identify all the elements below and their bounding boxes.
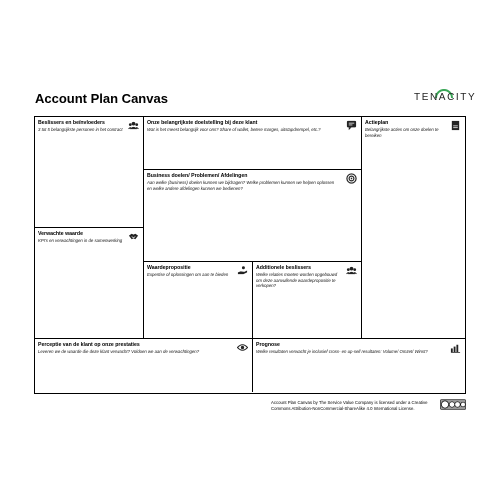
block-decision-makers[interactable] — [35, 117, 143, 227]
block-expected-value[interactable] — [35, 227, 143, 338]
eye-icon — [237, 342, 248, 353]
block-title: Onze belangrijkste doelstelling bij deze klant — [147, 120, 258, 126]
block-title: Perceptie van de klant op onze prestaties — [38, 342, 140, 348]
bar-chart-icon — [450, 342, 461, 353]
block-client-objective[interactable] — [143, 117, 361, 169]
tenacity-logo: TENACITY — [414, 92, 477, 103]
block-title: Verwachte waarde — [38, 231, 83, 237]
block-business-goals[interactable] — [143, 169, 361, 261]
block-title: Additionele beslissers — [256, 265, 312, 271]
people-group-icon — [128, 120, 139, 131]
license-text: Account Plan Canvas by The Service Value Company is licensed under a Creative Commons Attribution-NonCommercial-ShareAlike 4.0 International License. — [271, 400, 428, 411]
block-additional-decision-makers[interactable] — [252, 261, 361, 338]
canvas-board — [34, 116, 466, 394]
block-title: Actieplan — [365, 120, 389, 126]
hand-offer-icon — [237, 265, 248, 276]
handshake-icon — [128, 231, 139, 242]
block-subtitle: 3 tot 5 belangrijkste personen in het contract — [38, 127, 123, 132]
block-title: Beslissers en beïnvloeders — [38, 120, 105, 126]
block-subtitle: Welke resultaten verwacht je inclusief cross- en up-sell resultaten: Volume/ Omzet/ Winst? — [256, 349, 428, 354]
block-perception[interactable] — [35, 338, 252, 392]
block-subtitle: Wat is het meest belangrijk voor ons? Share of wallet, betere marges, uitstapdrempel, etc.? — [147, 127, 321, 132]
block-value-proposition[interactable] — [143, 261, 252, 338]
people-group-icon — [346, 265, 357, 276]
speech-bubble-icon — [346, 120, 357, 131]
block-subtitle: Leveren we de waarde die deze klant verwacht? Voldoen we aan de verwachtingen? — [38, 349, 200, 354]
block-subtitle: Welke relaties moeten worden opgebouwd om deze aanvullende waardepropositie te verkopen? — [256, 272, 338, 289]
block-title: Business doelen/ Problemen/ Afdelingen — [147, 173, 248, 179]
block-forecast[interactable] — [252, 338, 465, 392]
block-title: Prognose — [256, 342, 280, 348]
block-subtitle: KPI's en verwachtingen in de samenwerking — [38, 238, 123, 243]
page-title: Account Plan Canvas — [35, 91, 168, 106]
block-subtitle: Aan welke (business) doelen kunnen we bijdragen? Welke problemen kunnen we helpen oplossen en welke andere afdelingen kunnen we bedienen? — [147, 180, 335, 191]
block-subtitle: Belangrijkste acties om onze doelen te bereiken — [365, 127, 439, 138]
target-icon — [346, 173, 357, 184]
document-icon — [450, 120, 461, 131]
block-title: Waardepropositie — [147, 265, 191, 271]
block-action-plan[interactable] — [361, 117, 465, 338]
cc-by-nc-sa-icon[interactable] — [440, 399, 466, 410]
block-subtitle: Expertise of oplossingen om aan te bieden — [147, 272, 229, 277]
